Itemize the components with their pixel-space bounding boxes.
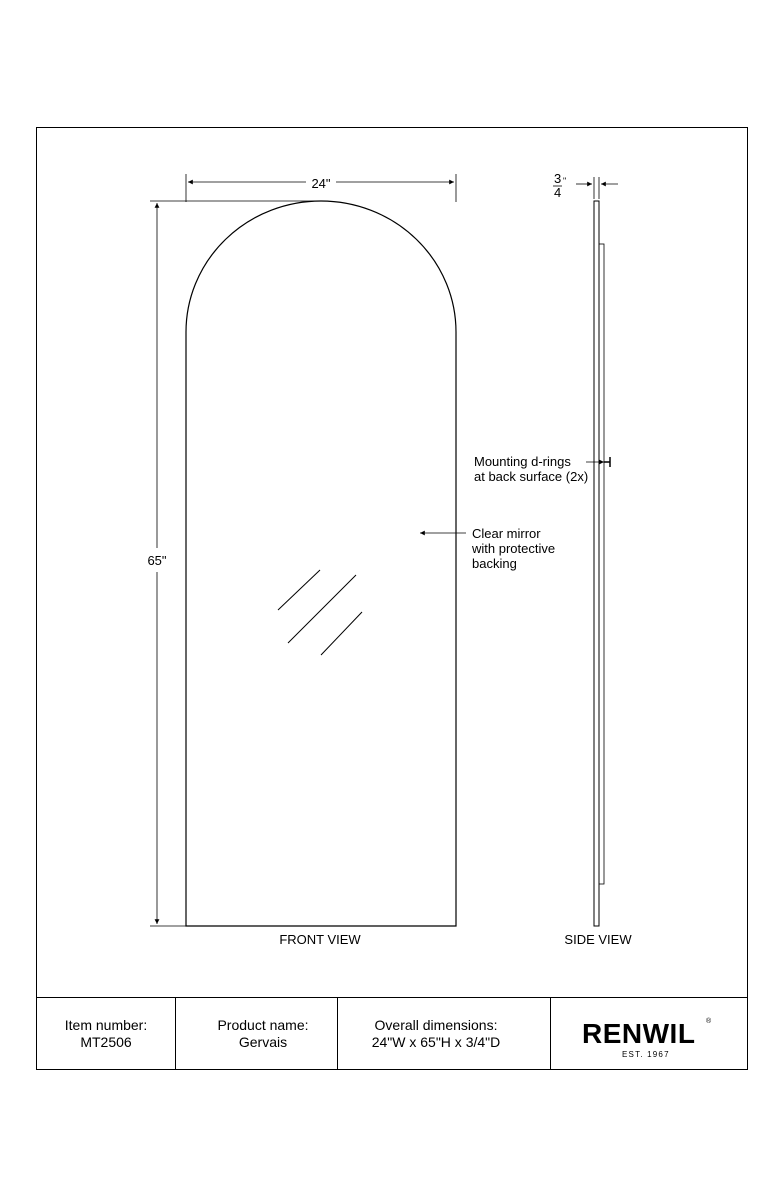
brand-mark: ® <box>706 1018 712 1025</box>
front-view-label: FRONT VIEW <box>279 932 361 947</box>
mirror-callout-line2: with protective <box>472 541 556 556</box>
d-ring-icon <box>604 457 610 467</box>
mounting-callout <box>474 454 604 484</box>
title-block <box>36 997 748 1069</box>
height-label: 65" <box>147 553 167 568</box>
mirror-callout-line3: backing <box>472 556 517 571</box>
depth-unit: " <box>563 176 567 186</box>
product-name-label: Product name: <box>217 1017 309 1033</box>
mirror-callout <box>420 526 555 571</box>
brand-name: RENWIL <box>582 1018 696 1049</box>
brand-established: EST. 1967 <box>622 1050 670 1059</box>
depth-dimension <box>553 171 618 200</box>
item-number-value: MT2506 <box>80 1034 132 1050</box>
overall-dimensions-value: 24"W x 65"H x 3/4"D <box>371 1034 501 1050</box>
front-view <box>147 174 555 947</box>
depth-denominator: 4 <box>554 185 562 200</box>
product-name-value: Gervais <box>238 1034 288 1050</box>
reflection-marks <box>278 570 362 655</box>
mounting-callout-line1: Mounting d-rings <box>474 454 571 469</box>
mirror-outline <box>186 201 456 926</box>
overall-dimensions-label: Overall dimensions: <box>374 1017 498 1033</box>
depth-numerator: 3 <box>554 171 562 186</box>
mounting-callout-line2: at back surface (2x) <box>474 469 589 484</box>
drawing-border <box>37 128 748 1070</box>
side-panel <box>594 201 599 926</box>
width-label: 24" <box>311 176 331 191</box>
brand-logo <box>582 1017 712 1059</box>
height-dimension <box>147 201 322 926</box>
side-backing <box>599 244 604 884</box>
item-number-label: Item number: <box>64 1017 148 1033</box>
mirror-callout-line1: Clear mirror <box>472 526 541 541</box>
width-dimension <box>186 174 456 202</box>
side-view-label: SIDE VIEW <box>564 932 632 947</box>
